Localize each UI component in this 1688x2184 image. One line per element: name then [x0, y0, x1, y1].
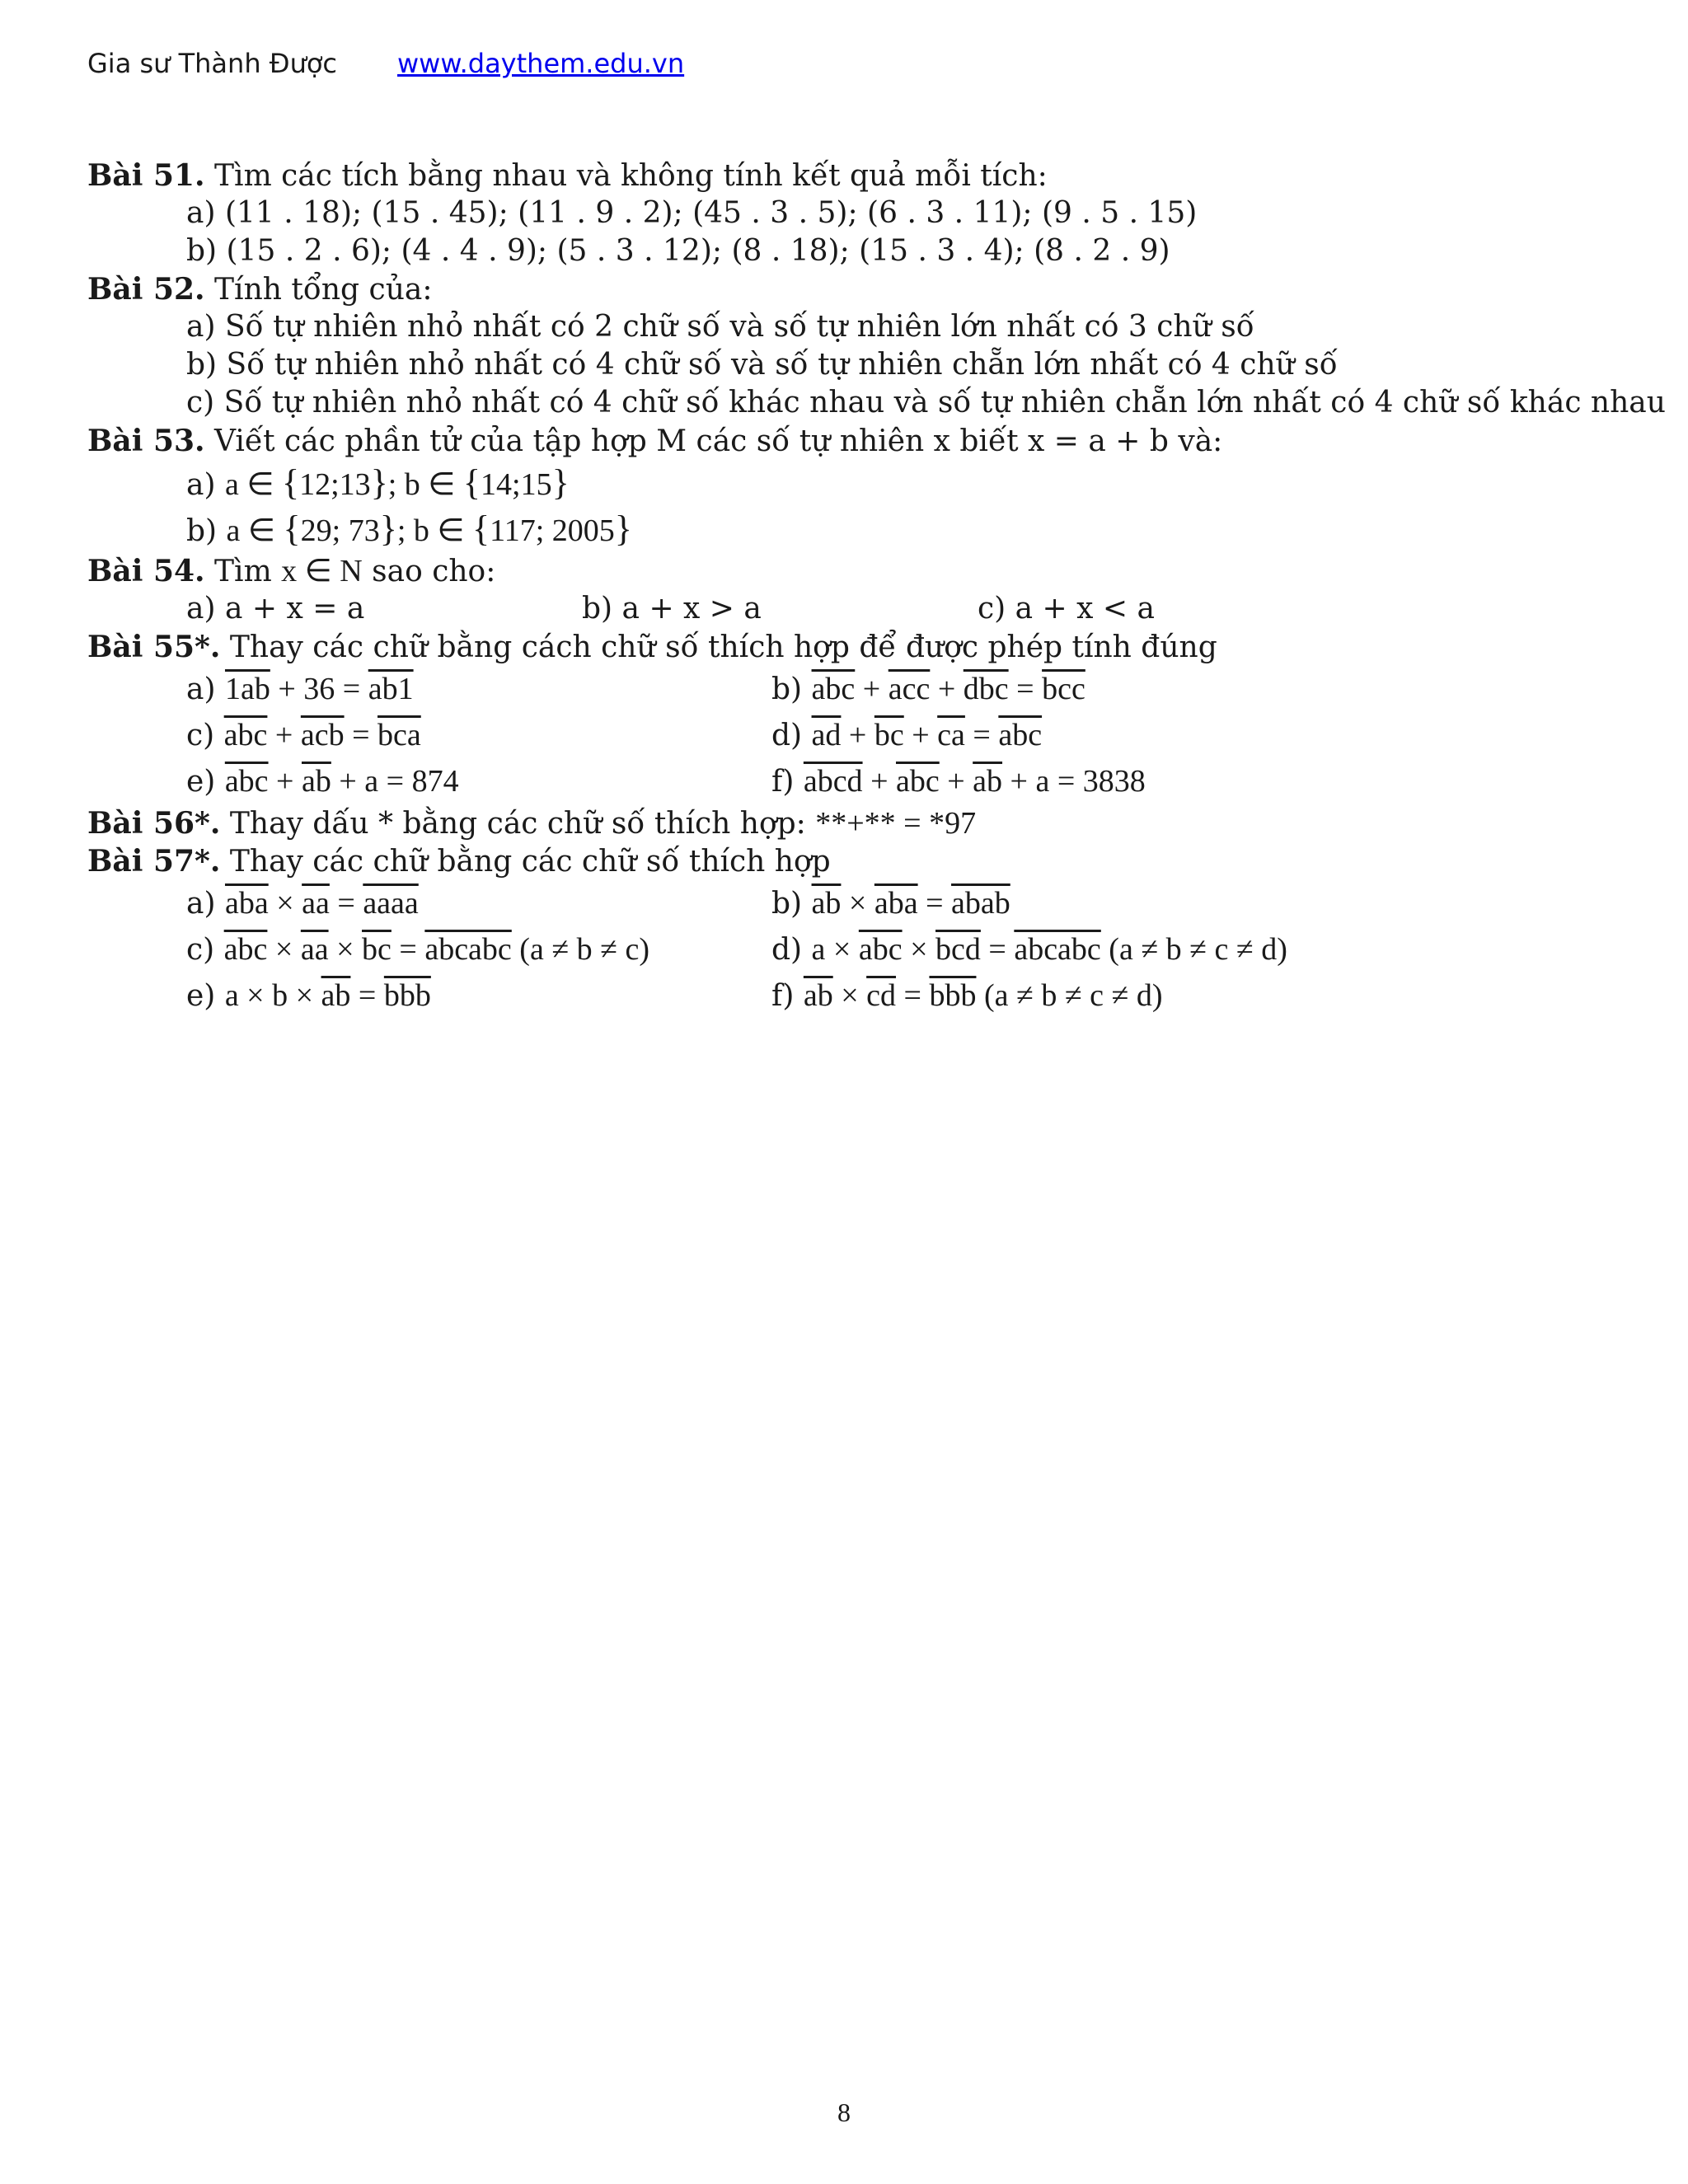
bai55-text: Thay các chữ bằng cách chữ số thích hợp để được phép tính đúng: [220, 630, 1217, 664]
page-number: 8: [837, 2097, 851, 2127]
bai57-f-op1: ×: [832, 978, 867, 1013]
bai53-b-label: b): [186, 514, 218, 548]
bai53-a-set2: 14;15: [481, 467, 552, 502]
bai55-b-op3: =: [1008, 672, 1043, 706]
bai53-b-sep: ; b ∈: [396, 513, 472, 548]
bai57-d-condition: (a ≠ b ≠ c ≠ d): [1100, 932, 1287, 967]
bai54-label: Bài 54.: [87, 554, 205, 588]
bai57-b: [771, 880, 1010, 927]
bai55-d-op3: =: [964, 718, 999, 752]
bai55-a: [186, 666, 414, 713]
bai55-row-cd: [87, 712, 1620, 758]
bai57-b-term3: abab: [951, 886, 1010, 921]
bai54-math: x ∈ N: [281, 554, 363, 588]
bai57-c-op3: =: [391, 932, 425, 967]
bai55-c-term3: $\overline{bca}$: [377, 718, 421, 752]
bai54-b-text: b) a + x > a: [582, 592, 762, 626]
bai51-item-b: [87, 232, 1620, 270]
bai53-a-expr: a ∈: [224, 467, 282, 502]
bai51-item-a: [87, 194, 1620, 232]
bai55-c-op1: +: [267, 718, 301, 752]
bai57-e: [186, 972, 431, 1019]
bai52-label: Bài 52.: [87, 272, 205, 307]
header-site-link[interactable]: www.daythem.edu.vn: [397, 48, 685, 79]
bai55-c-label: c): [186, 719, 215, 752]
bai51-a-text: a) (11 . 18); (15 . 45); (11 . 9 . 2); (45 . 3 . 5); (6 . 3 . 11); (9 . 5 . 15): [186, 196, 1198, 230]
bai55-f: [771, 758, 1146, 805]
bai53-title: [87, 422, 1620, 460]
bai55-f-term1: abcd: [803, 764, 863, 799]
bai55-d-term4: $\overline{abc}$: [998, 718, 1043, 752]
bai55-b-op1: +: [855, 672, 889, 706]
bai52-c-text: c) Số tự nhiên nhỏ nhất có 4 chữ số khác nhau và số tự nhiên chẵn lớn nhất có 4 chữ số khác nhau: [186, 386, 1666, 419]
bai52-item-c: [87, 384, 1666, 422]
bai55-d-term2: $\overline{bc}$: [874, 718, 904, 752]
bai57-a-op1: ×: [268, 886, 302, 921]
bai55-e-op2: + a = 874: [331, 764, 459, 799]
bai55-f-term3: $\overline{ab}$: [973, 764, 1003, 799]
bai55-b: [771, 666, 1085, 713]
bai57-d: [771, 926, 1287, 973]
bai55-a-term1: 1ab: [224, 672, 270, 706]
bai55-a-label: a): [186, 673, 216, 706]
bai55-d-term1: $\overline{ad}$: [811, 718, 842, 752]
bai55-d-op2: +: [903, 718, 938, 752]
header-author: Gia sư Thành Được: [87, 48, 338, 79]
bai52-item-a: [87, 308, 1620, 346]
bai57-a-label: a): [186, 887, 216, 921]
bai53-a-math: a ∈ {12;13}; b ∈ {14;15}: [224, 462, 570, 503]
bai57-c-term3: $\overline{bc}$: [362, 932, 392, 967]
bai54-items: [87, 590, 1620, 628]
bai55-label: Bài 55*.: [87, 630, 221, 664]
bai55-f-op1: +: [862, 764, 896, 799]
bai57-f-term3: $\overline{bbb}$: [929, 978, 977, 1013]
bai57-row-ab: [87, 880, 1620, 926]
bai57-c-label: c): [186, 933, 215, 967]
bai57-b-op1: ×: [841, 886, 874, 921]
bai54-text-post: sao cho:: [362, 555, 496, 588]
bai55-e-label: e): [186, 765, 216, 799]
bai55-d-term3: $\overline{ca}$: [937, 718, 965, 752]
exercise-content: [87, 157, 1666, 1019]
bai57-e-label: e): [186, 979, 216, 1013]
bai53-a-sep: ; b ∈: [387, 467, 463, 502]
bai55-f-term2: $\overline{abc}$: [896, 764, 940, 799]
bai55-a-op1: + 36 =: [270, 672, 368, 706]
bai56-label: Bài 56*.: [87, 806, 221, 841]
bai55-d: [771, 712, 1042, 759]
bai57-b-label: b): [771, 887, 803, 921]
bai57-c-op1: ×: [267, 932, 301, 967]
bai53-text: Viết các phần tử của tập hợp M các số tự nhiên x biết x = a + b và:: [204, 424, 1223, 458]
bai57-b-term2: $\overline{aba}$: [874, 886, 918, 921]
bai57-c-condition: (a ≠ b ≠ c): [511, 932, 650, 967]
bai57-f-condition: (a ≠ b ≠ c ≠ d): [976, 978, 1163, 1013]
bai57-d-label: d): [771, 933, 803, 967]
bai57-a: [186, 880, 419, 927]
bai55-d-op1: +: [841, 718, 874, 752]
bai53-item-a: [87, 460, 1620, 506]
bai57-a-term3: aaaa: [363, 886, 419, 921]
bai55-f-op3: + a = 3838: [1002, 764, 1146, 799]
bai55-b-term3: $\overline{dbc}$: [963, 672, 1009, 706]
bai55-c: [186, 712, 421, 759]
bai56-text: Thay dấu * bằng các chữ số thích hợp:: [220, 807, 816, 841]
bai54-c-text: c) a + x < a: [978, 592, 1155, 626]
bai57-text: Thay các chữ bằng các chữ số thích hợp: [220, 845, 831, 879]
bai57-d-op1: ×: [902, 932, 936, 967]
bai57-title: [87, 842, 1620, 880]
bai57-a-term1: $\overline{aba}$: [224, 886, 269, 921]
bai57-c-term4: abcabc: [424, 932, 512, 967]
bai55-b-op2: +: [930, 672, 964, 706]
bai53-b-set1: 29; 73: [300, 513, 380, 548]
bai57-f-term1: $\overline{ab}$: [803, 978, 833, 1013]
bai53-b-math: a ∈ {29; 73}; b ∈ {117; 2005}: [226, 509, 632, 549]
bai51-label: Bài 51.: [87, 158, 205, 193]
bai57-f-label: f): [771, 979, 795, 1013]
bai56-math: **+** = *97: [815, 806, 977, 841]
bai54-a-text: a) a + x = a: [186, 592, 365, 626]
bai57-a-term2: $\overline{aa}$: [302, 886, 330, 921]
bai57-a-op2: =: [329, 886, 363, 921]
bai57-c-term2: $\overline{aa}$: [300, 932, 329, 967]
bai55-f-op2: +: [939, 764, 973, 799]
bai55-title: [87, 628, 1620, 666]
bai57-e-term1: $\overline{ab}$: [321, 978, 351, 1013]
bai55-c-term1: $\overline{abc}$: [223, 718, 268, 752]
bai57-e-op1: =: [350, 978, 384, 1013]
bai51-title: [87, 157, 1620, 194]
bai55-e-term1: $\overline{abc}$: [224, 764, 269, 799]
bai51-b-text: b) (15 . 2 . 6); (4 . 4 . 9); (5 . 3 . 12); (8 . 18); (15 . 3 . 4); (8 . 2 . 9): [186, 234, 1170, 268]
bai57-row-cd: [87, 926, 1620, 972]
bai55-e-term2: $\overline{ab}$: [301, 764, 331, 799]
bai55-c-op2: =: [344, 718, 378, 752]
bai57-d-term2: $\overline{bcd}$: [935, 932, 981, 967]
bai56-title: [87, 804, 1620, 842]
bai55-d-label: d): [771, 719, 803, 752]
bai55-c-term2: $\overline{acb}$: [300, 718, 345, 752]
bai55-row-ab: [87, 666, 1620, 712]
bai57-b-term1: $\overline{ab}$: [811, 886, 842, 921]
bai53-b-expr: a ∈: [226, 513, 284, 548]
bai53-a-content: [186, 460, 570, 509]
bai53-item-b: [87, 506, 1620, 552]
bai52-a-text: a) Số tự nhiên nhỏ nhất có 2 chữ số và số tự nhiên lớn nhất có 3 chữ số: [186, 310, 1254, 344]
bai55-e: [186, 758, 459, 805]
bai55-b-term1: $\overline{abc}$: [811, 672, 856, 706]
bai53-b-content: [186, 506, 632, 555]
bai52-text: Tính tổng của:: [204, 273, 433, 307]
bai52-b-text: b) Số tự nhiên nhỏ nhất có 4 chữ số và số tự nhiên chẵn lớn nhất có 4 chữ số: [186, 348, 1338, 382]
bai57-label: Bài 57*.: [87, 844, 221, 879]
bai57-e-prefix: a × b ×: [224, 978, 321, 1013]
bai57-d-term1: $\overline{abc}$: [858, 932, 903, 967]
bai57-f: [771, 972, 1163, 1019]
bai57-c-term1: $\overline{abc}$: [223, 932, 268, 967]
bai53-b-set2: 117; 2005: [490, 513, 615, 548]
bai57-f-term2: $\overline{cd}$: [866, 978, 897, 1013]
bai55-b-term4: $\overline{bcc}$: [1042, 672, 1085, 706]
bai57-row-ef: [87, 972, 1620, 1019]
bai53-label: Bài 53.: [87, 424, 205, 458]
bai55-a-term2: ab1: [368, 672, 414, 706]
bai52-item-b: [87, 346, 1620, 384]
bai53-a-set1: 12;13: [299, 467, 371, 502]
bai55-b-term2: $\overline{acc}$: [888, 672, 931, 706]
bai57-e-term2: $\overline{bbb}$: [383, 978, 431, 1013]
bai57-c: [186, 926, 649, 973]
bai55-f-label: f): [771, 765, 795, 799]
bai57-d-term3: abcabc: [1014, 932, 1101, 967]
bai55-e-op1: +: [268, 764, 302, 799]
bai53-a-label: a): [186, 468, 216, 502]
bai54-title: [87, 552, 1620, 590]
bai55-row-ef: [87, 758, 1620, 804]
bai57-f-op2: =: [896, 978, 930, 1013]
bai57-c-op2: ×: [328, 932, 363, 967]
bai57-d-op2: =: [980, 932, 1015, 967]
bai54-text-pre: Tìm: [204, 555, 282, 588]
bai55-b-label: b): [771, 673, 803, 706]
bai52-title: [87, 270, 1620, 308]
bai57-d-prefix: a ×: [811, 932, 859, 967]
bai57-b-op2: =: [917, 886, 952, 921]
bai51-text: Tìm các tích bằng nhau và không tính kết quả mỗi tích:: [204, 159, 1048, 193]
